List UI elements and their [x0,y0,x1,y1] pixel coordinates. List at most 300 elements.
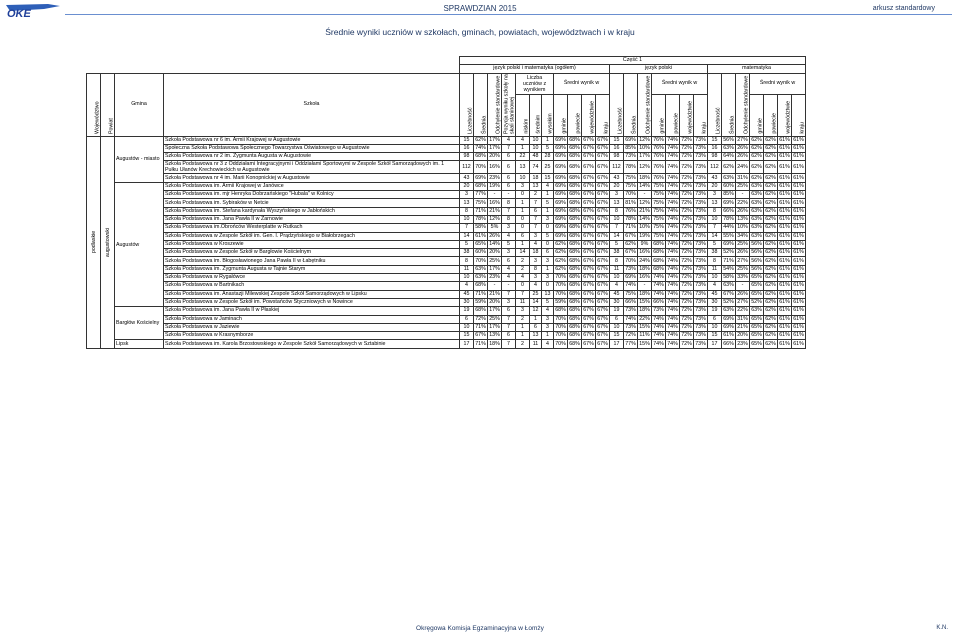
table-cell: 67% [583,249,594,256]
table-cell: 75% [475,199,486,206]
table-cell: 69% [723,323,734,330]
table-cell: 62% [765,136,776,143]
table-cell: 74% [667,315,678,322]
table-cell: 62% [765,174,776,181]
table-cell: 70% [475,257,486,264]
table-cell: 14 [610,232,624,240]
table-cell: 3 [502,224,516,232]
table-cell: 62% [555,249,566,256]
table-cell: 10 [530,136,542,144]
table-cell: 68% [569,174,580,181]
col-jp-wojewodztwie: województwie [680,94,694,136]
sredni-wynik-header-3: Średni wynik w [750,73,806,94]
table-cell: 62% [751,174,762,181]
table-cell: 76% [653,136,664,143]
table-cell: 112 [708,161,722,174]
col-niskim: niskim [516,94,530,136]
table-cell: 68% [569,323,580,330]
table-cell: 74% [667,136,678,143]
table-cell: 10 [610,215,624,223]
table-cell: 74% [653,340,664,347]
table-cell: 62% [765,307,776,314]
table-cell: 68% [569,265,580,272]
table-cell: 67% [597,207,608,214]
table-cell: 61% [779,340,790,347]
table-cell: 74% [666,161,680,174]
table-cell: 10% [639,224,650,231]
school-name: Szkoła Podstawowa im. Jana Pawła II w Żarnowie [164,215,460,223]
table-cell: 75% [653,224,664,231]
table-cell: 20% [489,299,500,306]
table-cell: 10 [460,274,474,282]
table-cell: 85% [625,145,636,152]
table-cell: 7 [708,224,722,232]
table-cell: 1 [542,207,554,215]
table-cell: 1 [530,315,542,323]
table-cell: 74% [625,282,636,289]
table-cell: 16% [639,249,650,256]
school-name: Szkoła Podstawowa w Jaminach [164,315,460,323]
table-cell: 61% [779,153,790,160]
table-cell: 71% [475,323,486,330]
col-m-srednia: Średnia [722,73,736,136]
table-row [87,323,806,331]
table-cell: 67% [596,161,610,174]
table-cell: 67% [597,216,608,223]
table-cell: 61% [779,323,790,330]
table-cell: 13 [610,199,624,207]
table-cell: 76% [625,207,636,214]
table-cell: 61% [793,224,804,231]
table-cell: 63% [751,232,762,239]
table-cell: 6 [516,232,530,240]
table-cell: 98 [610,153,624,161]
table-cell: 74% [667,274,678,281]
table-cell: 74% [667,282,678,289]
table-row [87,199,806,207]
table-cell: 73% [695,332,706,339]
col-wojewodztwie: województwie [582,94,596,136]
table-cell: 67% [597,290,608,297]
table-cell: 17% [489,265,500,272]
table-cell: 65% [751,274,762,281]
table-cell: 67% [625,249,636,256]
table-cell: 10 [708,274,722,282]
col-jp-gminie: gminie [652,94,666,136]
table-cell: 7 [502,207,516,215]
table-cell: 63% [751,307,762,314]
table-cell: 74% [667,323,678,330]
table-cell: 15 [708,136,722,144]
table-cell: 61% [779,224,790,231]
table-row [87,153,806,161]
powiat-cell: augustowski [101,136,115,348]
table-cell: 8 [460,257,474,265]
table-cell: 5% [488,224,502,232]
col-m-liczebnosc: Liczebność [708,73,722,136]
page-title: Średnie wyniki uczniów w szkołach, gminach, powiatach, województwach i w kraju [325,27,635,37]
school-name: Szkoła Podstawowa im. Anastazji Milewskiej Zespole Szkół Samorządowych w Lipsku [164,290,460,298]
table-cell: 43 [708,174,722,182]
table-cell: 61% [793,282,804,289]
table-cell: 10 [516,174,530,182]
school-name: Szkoła Podstawowa nr 4 im. Marii Konopnickiej w Augustowie [164,174,460,182]
table-cell: 74% [653,315,664,322]
table-cell: 62% [765,224,776,231]
table-cell: 3 [530,274,542,282]
table-cell: 24% [639,257,650,264]
table-cell: 61% [793,299,804,306]
table-cell: 9% [638,240,652,248]
table-cell: 74% [653,290,664,297]
table-cell: 72% [681,265,692,272]
table-cell: 25% [737,241,748,247]
table-cell: 68% [569,332,580,339]
table-cell: 62% [765,265,776,272]
table-cell: 1 [516,199,530,207]
table-cell: - [488,191,502,199]
table-cell: 73% [695,315,706,322]
table-cell: 74 [530,161,542,174]
table-cell: 16% [488,161,502,174]
table-cell: 71% [475,340,486,347]
table-cell: 4 [502,136,516,144]
table-cell: 4 [516,274,530,282]
col-m-gminie: gminie [750,94,764,136]
school-name: Szkoła Podstawowa w Zespole Szkół im. Gen. I. Prądzyńskiego w Białobrzegach [164,232,460,240]
table-cell: 54% [723,265,734,272]
col-gmina: Gmina [115,73,164,136]
table-cell: 72% [681,315,692,322]
table-cell: 73% [625,307,636,314]
table-cell: 72% [681,199,692,206]
table-cell: 61% [793,290,804,297]
table-cell: 45 [610,290,624,298]
table-cell: 21% [737,323,748,330]
table-cell: 74% [667,191,678,198]
table-cell: 19 [460,307,474,315]
table-cell: 13% [489,332,500,339]
table-cell: 3 [708,191,722,199]
table-cell: 19 [610,307,624,315]
table-cell: 6 [530,323,542,331]
table-cell: 65% [751,340,762,347]
gmina-cell: Augustów - miasto [115,136,164,182]
table-cell: 72% [681,145,692,152]
table-cell: 67% [583,136,594,143]
table-cell: 4 [502,274,516,282]
table-cell: 67% [723,290,734,297]
table-cell: 30 [610,298,624,306]
table-cell: 68% [555,307,566,314]
table-cell: 43 [460,174,474,182]
table-cell: 63% [751,224,762,231]
table-cell: 74% [667,265,678,272]
table-cell: 25% [737,265,748,272]
table-cell: 30 [460,298,474,306]
table-cell: 74% [667,224,678,231]
header-sheet-label: arkusz standardowy [872,5,935,12]
table-cell: 11% [639,332,650,339]
table-cell: 17% [489,323,500,330]
table-cell: 1 [516,144,530,152]
table-cell: 2 [516,265,530,273]
header-title: SPRAWDZIAN 2015 [443,4,517,13]
table-row [87,182,806,190]
table-cell: 67% [597,224,608,231]
table-cell: 72% [681,224,692,231]
table-cell: 15 [460,332,474,340]
table-cell: 73% [695,299,706,306]
table-cell: 62% [625,241,636,247]
table-cell: 17 [708,340,722,348]
table-cell: 73% [695,282,706,289]
table-cell: 14% [639,182,650,189]
table-cell: 63% [751,182,762,189]
table-cell: 7 [502,315,516,323]
table-cell: 7 [516,290,530,298]
table-cell: 78% [475,216,486,223]
table-cell: 56% [751,257,762,264]
liczba-uczniow-header: Liczba uczniów z wynikiem [516,73,554,94]
table-cell: 72% [681,282,692,289]
table-cell: 1 [516,240,530,248]
svg-text:OKE: OKE [7,8,31,19]
table-cell: 14% [639,216,650,223]
table-cell: 4 [530,282,542,290]
table-cell: 67% [583,232,594,239]
table-cell: 6 [502,332,516,340]
school-name: Szkoła Podstawowa w Krasnymborze [164,332,460,340]
school-name: Szkoła Podstawowa im. mjr Henryka Dobrzańskiego "Hubala" w Kolnicy [164,191,460,199]
table-cell: 70% [625,257,636,264]
table-cell: 3 [542,257,554,265]
table-cell: 62% [765,199,776,206]
table-cell: 15% [639,323,650,330]
table-cell: - [638,191,652,199]
table-cell: 1 [516,332,530,340]
table-cell: 17% [639,153,650,160]
table-cell: 85% [723,191,734,198]
table-cell: 2 [516,257,530,265]
table-cell: 62% [765,323,776,330]
table-cell: 26% [737,249,748,256]
table-cell: 72% [681,274,692,281]
table-cell: 62% [765,191,776,198]
table-cell: 18 [530,174,542,182]
table-cell: 7 [530,199,542,207]
table-cell: 26% [489,232,500,239]
table-cell: 61% [779,182,790,189]
results-body [87,136,806,348]
table-cell: 68% [569,199,580,206]
table-cell: 74% [667,207,678,214]
table-cell: 73% [695,249,706,256]
table-row [87,298,806,306]
table-cell: 48 [530,153,542,161]
table-cell: 61% [793,241,804,247]
table-cell: 67% [583,216,594,223]
table-cell: 5 [460,240,474,248]
col-m-odchylenie: Odchylenie standardowe [736,73,750,136]
table-row [87,215,806,223]
group-header-total: język polski i matematyka (ogółem) [460,65,610,73]
table-cell: 67% [583,265,594,272]
table-cell: 15 [708,332,722,340]
table-cell: 60% [723,182,734,189]
table-cell: 68% [569,224,580,231]
table-cell: 68% [568,161,582,174]
table-cell: 1 [516,323,530,331]
table-cell: 1 [542,332,554,340]
table-cell: 73% [695,340,706,347]
table-cell: 12% [639,199,650,206]
table-cell: 61% [779,265,790,272]
table-cell: 69% [625,274,636,281]
table-row [87,144,806,152]
table-cell: 69% [555,191,566,198]
table-cell: 16 [610,144,624,152]
table-cell: 74% [667,307,678,314]
table-cell: 33% [737,274,748,281]
table-cell: 74% [475,145,486,152]
table-cell: 78% [624,161,638,174]
table-cell: 74% [667,241,678,247]
table-cell: 68% [569,290,580,297]
table-cell: 62% [765,282,776,289]
table-cell: 4 [542,182,554,190]
table-cell: 16 [708,144,722,152]
table-cell: 67% [597,182,608,189]
table-cell: 31% [737,315,748,322]
table-cell: 16 [460,144,474,152]
table-cell: 67% [597,153,608,160]
table-cell: 72% [681,241,692,247]
table-cell: 70% [555,274,566,281]
table-cell: 67% [583,340,594,347]
table-cell: 62% [555,265,566,272]
table-cell: 10 [460,215,474,223]
table-cell: 68% [653,241,664,247]
table-cell: 67% [583,153,594,160]
table-cell: 7 [460,224,474,232]
table-cell: 18% [489,340,500,347]
school-name: Szkoła Podstawowa im. Stefana kardynała Wyszyńskiego w Jabłońskich [164,207,460,215]
table-cell: 78% [723,216,734,223]
table-cell: 0 [516,282,530,290]
table-cell: 8 [530,265,542,273]
table-cell: 0 [542,282,554,290]
group-header-math: matematyka [708,65,806,73]
table-cell: 76% [653,145,664,152]
table-cell: 73% [695,307,706,314]
table-cell: 75% [625,182,636,189]
table-cell: 2 [516,340,530,348]
table-cell: 19% [489,182,500,189]
table-cell: 6 [708,315,722,323]
table-cell: 31% [737,174,748,181]
table-cell: 68% [653,265,664,272]
table-cell: 71% [475,290,486,297]
table-cell: 67% [597,257,608,264]
table-cell: 13 [530,332,542,340]
table-cell: 19% [639,232,650,239]
table-cell: 62% [751,136,762,143]
table-cell: 77% [475,191,486,198]
table-cell: 10% [737,224,748,231]
table-cell: 68% [653,249,664,256]
table-cell: 68% [569,145,580,152]
table-cell: 68% [569,191,580,198]
table-cell: 72% [681,182,692,189]
footer-institution: Okręgowa Komisja Egzaminacyjna w Łomży [416,625,544,632]
table-cell: 62% [765,232,776,239]
table-cell: 76% [653,174,664,181]
table-cell: 72% [681,207,692,214]
table-cell: 72% [681,257,692,264]
table-cell: 15 [610,332,624,340]
table-cell: 69% [475,174,486,181]
table-cell: 66% [723,340,734,347]
table-cell: 73% [625,323,636,330]
table-cell: 70% [555,332,566,339]
table-cell: 8 [708,257,722,265]
table-row [87,282,806,290]
table-cell: 75% [653,207,664,214]
sredni-wynik-header-2: Średni wynik w [652,73,708,94]
table-cell: 20% [737,332,748,339]
table-row [87,290,806,298]
table-cell: 72% [680,161,694,174]
table-cell: 74% [667,232,678,239]
table-cell: 65% [475,241,486,247]
table-cell: 3 [502,249,516,257]
school-name: Szkoła Podstawowa w Jaziewie [164,323,460,331]
table-cell: 67% [583,274,594,281]
table-cell: 34% [737,232,748,239]
table-cell: 24% [736,161,750,174]
table-cell: 0 [542,224,554,232]
table-cell: 3 [542,315,554,323]
table-cell: 13 [542,290,554,298]
table-row [87,207,806,215]
col-jp-powiecie: powiecie [666,94,680,136]
table-cell: 18% [639,174,650,181]
table-cell: 20 [460,182,474,190]
table-cell: 62% [765,145,776,152]
school-name: Szkoła Podstawowa im. Zygmunta Augusta w Tajnie Starym [164,265,460,273]
table-cell: 68% [569,315,580,322]
table-cell: 6 [542,249,554,257]
table-cell: 62% [765,332,776,339]
table-cell: 11 [460,265,474,273]
col-wojewodztwo: Województwo [87,73,101,136]
table-row [87,161,806,174]
table-cell: 6 [502,257,516,265]
table-cell: 62% [765,153,776,160]
col-jp-liczebnosc: Liczebność [610,73,624,136]
table-cell: 75% [625,174,636,181]
table-cell: 65% [751,332,762,339]
table-cell: 17% [489,307,500,314]
table-cell: 61% [779,332,790,339]
table-cell: 73% [695,323,706,330]
table-cell: 7 [502,323,516,331]
table-row [87,174,806,182]
table-cell: 25% [737,182,748,189]
table-cell: 67% [597,136,608,143]
table-cell: 73% [695,257,706,264]
